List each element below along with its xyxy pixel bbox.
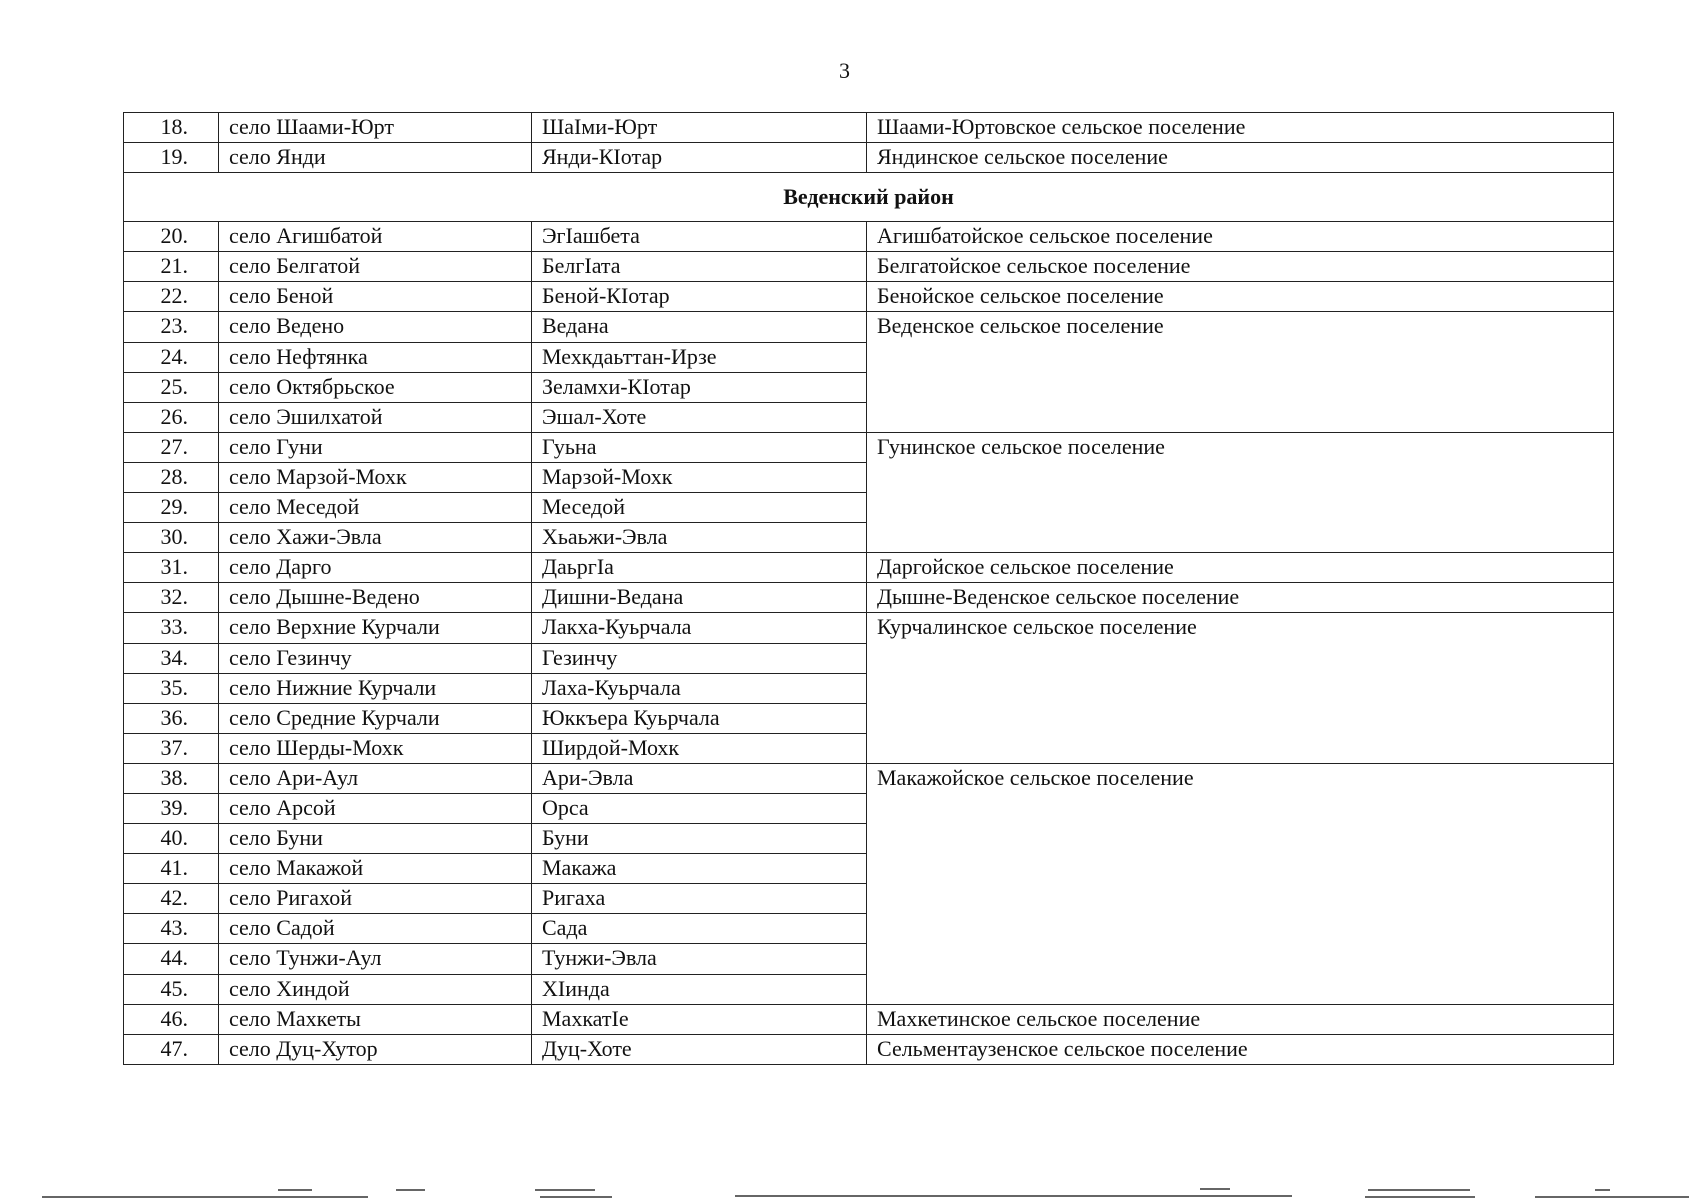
settlement-name: Дышне-Веденское сельское поселение bbox=[867, 583, 1614, 613]
row-number: 21. bbox=[124, 252, 219, 282]
row-number: 30. bbox=[124, 523, 219, 553]
table-row bbox=[124, 143, 1614, 173]
settlement-name: Гунинское сельское поселение bbox=[867, 432, 1614, 552]
table-row bbox=[124, 613, 1614, 643]
row-number: 28. bbox=[124, 462, 219, 492]
row-number: 24. bbox=[124, 342, 219, 372]
village-name-russian: село Нижние Курчали bbox=[219, 673, 532, 703]
village-name-russian: село Меседой bbox=[219, 493, 532, 523]
village-name-russian: село Дуц-Хутор bbox=[219, 1034, 532, 1064]
village-name-russian: село Эшилхатой bbox=[219, 402, 532, 432]
village-name-chechen: Беной-КIотар bbox=[532, 282, 867, 312]
row-number: 45. bbox=[124, 974, 219, 1004]
village-name-chechen: Ведана bbox=[532, 312, 867, 342]
table-row bbox=[124, 222, 1614, 252]
village-name-chechen: Макажа bbox=[532, 854, 867, 884]
row-number: 43. bbox=[124, 914, 219, 944]
row-number: 46. bbox=[124, 1004, 219, 1034]
village-name-chechen: Ширдой-Мохк bbox=[532, 733, 867, 763]
village-name-russian: село Беной bbox=[219, 282, 532, 312]
settlement-name: Курчалинское сельское поселение bbox=[867, 613, 1614, 763]
district-name: Веденский район bbox=[124, 173, 1614, 222]
settlement-name: Даргойское сельское поселение bbox=[867, 553, 1614, 583]
row-number: 36. bbox=[124, 703, 219, 733]
village-name-chechen: Дишни-Ведана bbox=[532, 583, 867, 613]
village-name-russian: село Ригахой bbox=[219, 884, 532, 914]
village-name-russian: село Гезинчу bbox=[219, 643, 532, 673]
page-number: 3 bbox=[839, 58, 850, 83]
village-name-chechen: Лакха-Куьрчала bbox=[532, 613, 867, 643]
village-name-chechen: Ригаха bbox=[532, 884, 867, 914]
village-name-chechen: ЭгIашбета bbox=[532, 222, 867, 252]
settlement-name: Бенойское сельское поселение bbox=[867, 282, 1614, 312]
village-name-chechen: Гуьна bbox=[532, 432, 867, 462]
village-name-russian: село Марзой-Мохк bbox=[219, 462, 532, 492]
settlements-table bbox=[123, 112, 1614, 1065]
village-name-chechen: Эшал-Хоте bbox=[532, 402, 867, 432]
village-name-russian: село Буни bbox=[219, 824, 532, 854]
row-number: 27. bbox=[124, 432, 219, 462]
village-name-chechen: БелгIата bbox=[532, 252, 867, 282]
village-name-russian: село Верхние Курчали bbox=[219, 613, 532, 643]
settlement-name: Сельментаузенское сельское поселение bbox=[867, 1034, 1614, 1064]
village-name-chechen: Марзой-Мохк bbox=[532, 462, 867, 492]
village-name-russian: село Нефтянка bbox=[219, 342, 532, 372]
village-name-chechen: ХIинда bbox=[532, 974, 867, 1004]
row-number: 25. bbox=[124, 372, 219, 402]
village-name-russian: село Хажи-Эвла bbox=[219, 523, 532, 553]
settlement-name: Белгатойское сельское поселение bbox=[867, 252, 1614, 282]
settlement-name: Яндинское сельское поселение bbox=[867, 143, 1614, 173]
table-row bbox=[124, 252, 1614, 282]
settlement-name: Махкетинское сельское поселение bbox=[867, 1004, 1614, 1034]
village-name-chechen: Орса bbox=[532, 793, 867, 823]
table-row bbox=[124, 113, 1614, 143]
village-name-russian: село Ари-Аул bbox=[219, 763, 532, 793]
row-number: 20. bbox=[124, 222, 219, 252]
row-number: 31. bbox=[124, 553, 219, 583]
village-name-chechen: Лаха-Куьрчала bbox=[532, 673, 867, 703]
row-number: 34. bbox=[124, 643, 219, 673]
table-row bbox=[124, 583, 1614, 613]
row-number: 32. bbox=[124, 583, 219, 613]
village-name-chechen: МахкатIе bbox=[532, 1004, 867, 1034]
village-name-chechen: Зеламхи-КIотар bbox=[532, 372, 867, 402]
row-number: 35. bbox=[124, 673, 219, 703]
row-number: 47. bbox=[124, 1034, 219, 1064]
village-name-russian: село Янди bbox=[219, 143, 532, 173]
village-name-chechen: Дуц-Хоте bbox=[532, 1034, 867, 1064]
village-name-russian: село Макажой bbox=[219, 854, 532, 884]
village-name-russian: село Махкеты bbox=[219, 1004, 532, 1034]
table-row bbox=[124, 1004, 1614, 1034]
village-name-chechen: Сада bbox=[532, 914, 867, 944]
row-number: 23. bbox=[124, 312, 219, 342]
table-row bbox=[124, 432, 1614, 462]
row-number: 42. bbox=[124, 884, 219, 914]
village-name-chechen: Хьаьжи-Эвла bbox=[532, 523, 867, 553]
village-name-russian: село Средние Курчали bbox=[219, 703, 532, 733]
row-number: 33. bbox=[124, 613, 219, 643]
village-name-russian: село Дышне-Ведено bbox=[219, 583, 532, 613]
table-row bbox=[124, 763, 1614, 793]
village-name-russian: село Шерды-Мохк bbox=[219, 733, 532, 763]
row-number: 18. bbox=[124, 113, 219, 143]
row-number: 44. bbox=[124, 944, 219, 974]
table-row bbox=[124, 1034, 1614, 1064]
row-number: 29. bbox=[124, 493, 219, 523]
village-name-chechen: Гезинчу bbox=[532, 643, 867, 673]
row-number: 37. bbox=[124, 733, 219, 763]
settlement-name: Веденское сельское поселение bbox=[867, 312, 1614, 432]
village-name-russian: село Хиндой bbox=[219, 974, 532, 1004]
table-row bbox=[124, 312, 1614, 342]
village-name-chechen: Меседой bbox=[532, 493, 867, 523]
village-name-russian: село Дарго bbox=[219, 553, 532, 583]
row-number: 22. bbox=[124, 282, 219, 312]
row-number: 40. bbox=[124, 824, 219, 854]
village-name-russian: село Садой bbox=[219, 914, 532, 944]
settlement-name: Агишбатойское сельское поселение bbox=[867, 222, 1614, 252]
village-name-russian: село Агишбатой bbox=[219, 222, 532, 252]
village-name-russian: село Арсой bbox=[219, 793, 532, 823]
district-header-row bbox=[124, 173, 1614, 222]
settlement-name: Макажойское сельское поселение bbox=[867, 763, 1614, 1004]
row-number: 19. bbox=[124, 143, 219, 173]
village-name-chechen: ДаьргIа bbox=[532, 553, 867, 583]
village-name-russian: село Тунжи-Аул bbox=[219, 944, 532, 974]
village-name-russian: село Октябрьское bbox=[219, 372, 532, 402]
village-name-russian: село Гуни bbox=[219, 432, 532, 462]
village-name-russian: село Белгатой bbox=[219, 252, 532, 282]
village-name-russian: село Ведено bbox=[219, 312, 532, 342]
village-name-chechen: ШаIми-Юрт bbox=[532, 113, 867, 143]
settlement-name: Шаами-Юртовское сельское поселение bbox=[867, 113, 1614, 143]
row-number: 38. bbox=[124, 763, 219, 793]
village-name-chechen: Буни bbox=[532, 824, 867, 854]
village-name-chechen: Юккъера Куьрчала bbox=[532, 703, 867, 733]
row-number: 41. bbox=[124, 854, 219, 884]
village-name-russian: село Шаами-Юрт bbox=[219, 113, 532, 143]
row-number: 26. bbox=[124, 402, 219, 432]
village-name-chechen: Янди-КIотар bbox=[532, 143, 867, 173]
village-name-chechen: Ари-Эвла bbox=[532, 763, 867, 793]
row-number: 39. bbox=[124, 793, 219, 823]
village-name-chechen: Тунжи-Эвла bbox=[532, 944, 867, 974]
village-name-chechen: Мехкдаьттан-Ирзе bbox=[532, 342, 867, 372]
table-row bbox=[124, 282, 1614, 312]
table-row bbox=[124, 553, 1614, 583]
